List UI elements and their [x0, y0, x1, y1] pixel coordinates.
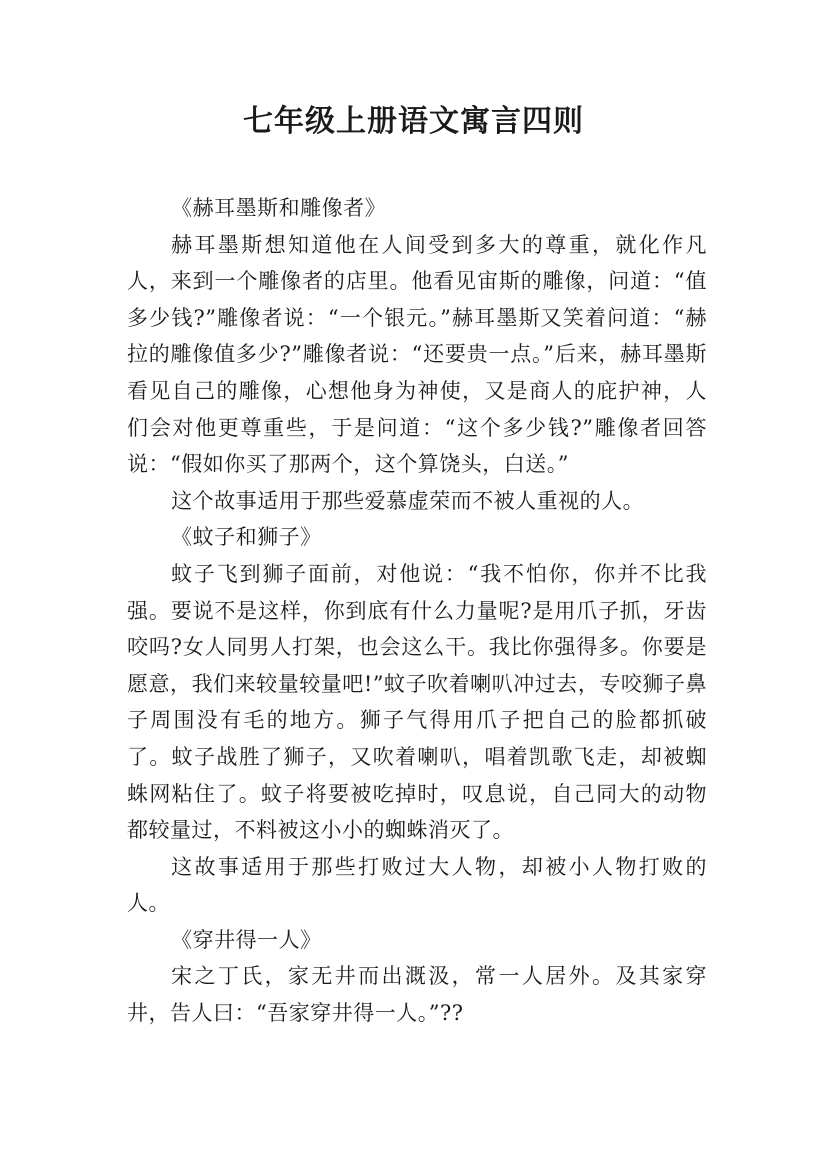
fable-1-title: 《赫耳墨斯和雕像者》	[171, 196, 387, 220]
fable-3-text: 宋之丁氏，家无井而出溉汲，常一人居外。及其家穿井，告人曰：“吾家穿井得一人。”??	[127, 964, 707, 1026]
fable-1-moral: 这个故事适用于那些爱慕虚荣而不被人重视的人。	[171, 488, 645, 513]
document-title: 七年级上册语文寓言四则	[243, 104, 584, 139]
fable-2-moral: 这故事适用于那些打败过大人物，却被小人物打败的人。	[127, 854, 707, 916]
document-body	[127, 190, 707, 1032]
fable-2-title: 《蚊子和狮子》	[171, 525, 322, 550]
fable-1-text: 赫耳墨斯想知道他在人间受到多大的尊重，就化作凡人，来到一个雕像者的店里。他看见宙斯的雕像，问道：“值多少钱?”雕像者说：“一个银元。”赫耳墨斯又笑着问道：“赫拉的雕像值多少?”雕像者说：“还要贵一点。”后来，赫耳墨斯看见自己的雕像，心想他身为神使，又是商人的庇护神，人们会对他更尊重些，于是问道：“这个多少钱?”雕像者回答说：“假如你买了那两个，这个算饶头，白送。”	[127, 232, 707, 477]
fable-2-text: 蚊子飞到狮子面前，对他说：“我不怕你，你并不比我强。要说不是这样，你到底有什么力量呢?是用爪子抓，牙齿咬吗?女人同男人打架，也会这么干。我比你强得多。你要是愿意，我们来较量较量吧!”蚊子吹着喇叭冲过去，专咬狮子鼻子周围没有毛的地方。狮子气得用爪子把自己的脸都抓破了。蚊子战胜了狮子，又吹着喇叭，唱着凯歌飞走，却被蜘蛛网粘住了。蚊子将要被吃掉时，叹息说，自己同大的动物都较量过，不料被这小小的蜘蛛消灭了。	[127, 561, 707, 843]
fable-3-title: 《穿井得一人》	[171, 927, 322, 952]
